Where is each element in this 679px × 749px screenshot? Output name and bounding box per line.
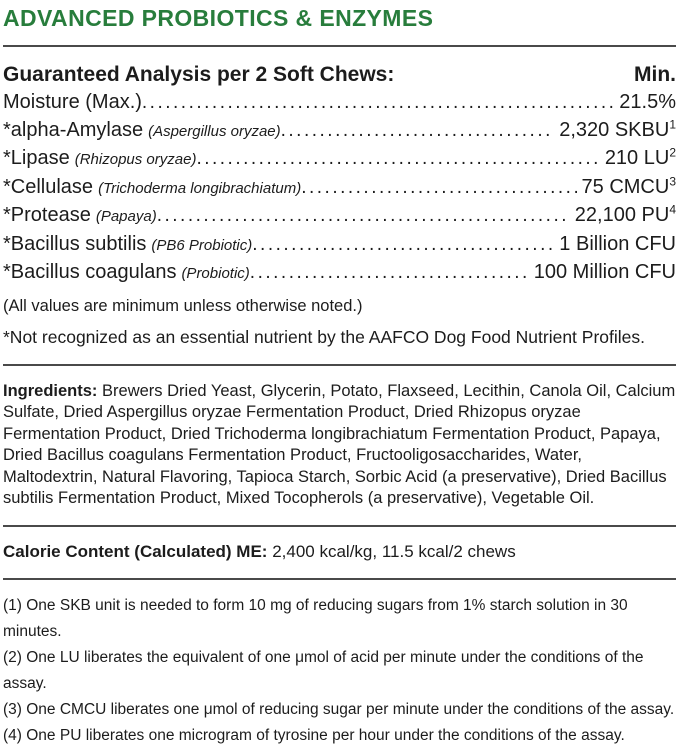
nutrient-value [600, 145, 676, 172]
note-aafco: *Not recognized as an essential nutrient by the AAFCO Dog Food Nutrient Profiles. [3, 326, 645, 347]
footnote-marker: 4 [669, 202, 676, 217]
ingredients-list: Brewers Dried Yeast, Glycerin, Potato, Flaxseed, Lecithin, Canola Oil, Calcium Sulfate, Dried Aspergillus oryzae Fermentation Product, Dried Rhizopus oryzae Fermentation Product, Dried Trichoderma longibrachiatum Fermentation Product, Papaya, Dried Bacillus coagulans Fermentation Product, Fructooligosaccharides, Water, Maltodextrin, Natural Flavoring, Tapioca Starch, Sorbic Acid (a preservative), Dried Bacillus subtilis Fermentation Product, Mixed Tocopherols (a preservative), Vegetable Oil. [3, 381, 676, 507]
product-title: ADVANCED PROBIOTICS & ENZYMES [3, 5, 434, 31]
footnote-marker: 3 [669, 173, 676, 188]
dot-leader [301, 175, 576, 202]
nutrient-value [529, 259, 676, 286]
footnote-cmcu: (3) One CMCU liberates one μmol of reducing sugar per minute under the conditions of the assay. [3, 700, 675, 718]
dot-leader [250, 260, 529, 287]
analysis-row-lipase [3, 145, 676, 174]
calorie-content-value: 2,400 kcal/kg, 11.5 kcal/2 chews [272, 541, 516, 561]
nutrient-source: (Rhizopus oryzae) [74, 151, 197, 168]
ingredients-label: Ingredients: [3, 381, 98, 400]
nutrient-amount: 2,320 SKBU [559, 118, 670, 141]
nutrient-source: (Trichoderma longibrachiatum) [98, 179, 302, 197]
nutrient-amount: 21.5% [619, 91, 676, 113]
nutrient-name: Moisture (Max.) [3, 91, 142, 113]
nutrient-value [577, 174, 676, 201]
footnotes-list [3, 593, 676, 749]
nutrient-value [554, 231, 676, 258]
dot-leader [157, 203, 570, 230]
divider [3, 364, 676, 366]
footnote-skb: (1) One SKB unit is needed to form 10 mg of reducing sugars from 1% starch solution in 30 minutes. [3, 596, 628, 640]
analysis-row-bacillus-coagulans [3, 259, 676, 288]
nutrient-amount: 210 LU [604, 147, 670, 169]
nutrient-source: (Probiotic) [181, 265, 250, 282]
calorie-content-line [3, 542, 676, 562]
nutrient-value [614, 89, 676, 116]
ingredients-paragraph [3, 381, 676, 510]
nutrient-value [554, 117, 676, 144]
nutrient-source: (Papaya) [95, 208, 157, 225]
nutrient-value [570, 202, 676, 229]
dot-leader [196, 146, 599, 173]
analysis-row-moisture [3, 89, 676, 117]
guaranteed-analysis-heading: Guaranteed Analysis per 2 Soft Chews: [3, 63, 395, 86]
analysis-row-protease [3, 202, 676, 231]
footnote-marker: 1 [669, 116, 676, 131]
nutrient-source: (PB6 Probiotic) [151, 236, 253, 254]
footnote-marker: 2 [669, 145, 676, 160]
nutrient-source: (Aspergillus oryzae) [148, 122, 281, 140]
guaranteed-analysis-table [3, 89, 676, 288]
calorie-content-label: Calorie Content (Calculated) ME: [3, 541, 268, 561]
nutrient-amount: 22,100 PU [574, 204, 670, 226]
footnote-pu: (4) One PU liberates one microgram of tyrosine per hour under the conditions of the assay. [3, 726, 625, 744]
divider [3, 525, 676, 527]
nutrient-amount: 1 Billion CFU [559, 232, 676, 255]
dot-leader [281, 118, 555, 145]
note-all-values-minimum: (All values are minimum unless otherwise noted.) [3, 296, 363, 315]
dot-leader [142, 90, 614, 117]
divider [3, 578, 676, 580]
nutrient-amount: 100 Million CFU [533, 261, 676, 283]
footnote-lu: (2) One LU liberates the equivalent of one μmol of acid per minute under the conditions of the assay. [3, 648, 644, 692]
analysis-row-cellulase [3, 174, 676, 203]
nutrient-name: *Bacillus subtilis [3, 232, 147, 255]
divider [3, 45, 676, 47]
nutrient-name: *Protease [3, 204, 91, 226]
dot-leader [252, 232, 554, 259]
min-column-label: Min. [634, 63, 676, 86]
nutrient-name: *Cellulase [3, 175, 94, 198]
analysis-row-alpha-amylase [3, 117, 676, 146]
guaranteed-analysis-header [3, 63, 676, 87]
nutrient-name: *Bacillus coagulans [3, 261, 177, 283]
nutrient-name: *alpha-Amylase [3, 118, 144, 141]
nutrient-name: *Lipase [3, 147, 70, 169]
analysis-row-bacillus-subtilis [3, 231, 676, 260]
nutrient-amount: 75 CMCU [581, 175, 670, 198]
